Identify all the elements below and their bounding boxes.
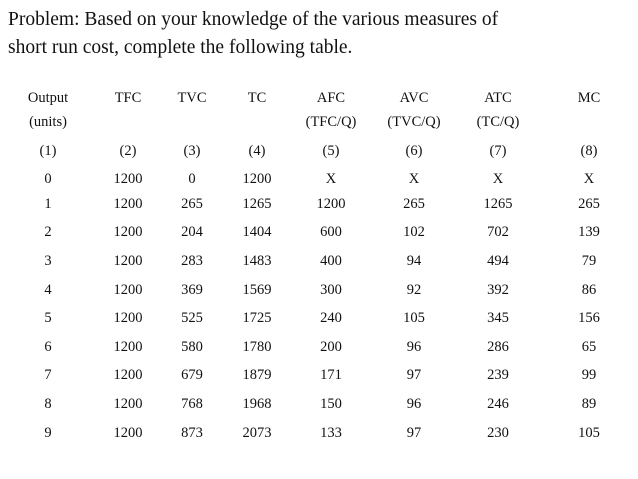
cell-tc: (4) — [248, 142, 266, 159]
table-row — [0, 247, 638, 276]
cell-mc: 86 — [581, 281, 597, 298]
cell-atc: 246 — [487, 395, 509, 412]
cell-afc: 600 — [320, 224, 342, 241]
cell-avc: 92 — [406, 281, 422, 298]
table-row — [0, 419, 638, 448]
cell-afc: AFC — [316, 89, 346, 106]
cell-avc: 94 — [406, 252, 422, 269]
cell-atc: 239 — [487, 367, 509, 384]
cell-avc: 97 — [406, 367, 422, 384]
cell-tc: 1265 — [242, 195, 272, 212]
cell-atc: 345 — [487, 310, 509, 327]
cell-tc: 1968 — [242, 395, 272, 412]
problem-line-2: short run cost, complete the following table. — [8, 37, 353, 58]
table-row — [0, 390, 638, 419]
cell-output: Output — [27, 89, 69, 106]
subheader-row — [0, 110, 638, 134]
cell-atc: 230 — [487, 424, 509, 441]
cell-output: 4 — [44, 281, 52, 298]
cell-tvc: 265 — [181, 195, 203, 212]
table-row — [0, 304, 638, 333]
cell-tc: TC — [247, 89, 267, 106]
cell-output: 5 — [44, 310, 52, 327]
cell-tvc: 873 — [181, 424, 203, 441]
cell-atc: 702 — [487, 224, 509, 241]
cell-tfc: 1200 — [113, 281, 143, 298]
table-row — [0, 168, 638, 190]
cell-mc: (8) — [580, 142, 598, 159]
cell-avc: 105 — [403, 310, 425, 327]
cell-tc — [224, 110, 290, 134]
cell-tfc: (2) — [119, 142, 137, 159]
cell-mc: 99 — [581, 367, 597, 384]
cell-tfc: 1200 — [113, 170, 143, 187]
cell-tvc: 369 — [181, 281, 203, 298]
cell-avc: 102 — [403, 224, 425, 241]
cell-tvc: 580 — [181, 338, 203, 355]
cell-afc: 240 — [320, 310, 342, 327]
cell-tfc: 1200 — [113, 338, 143, 355]
cell-tc: 1725 — [242, 310, 272, 327]
cell-avc: 96 — [406, 395, 422, 412]
cell-output: 9 — [44, 424, 52, 441]
cell-tfc: 1200 — [113, 252, 143, 269]
cell-atc: (TC/Q) — [476, 113, 520, 130]
cell-output: 2 — [44, 224, 52, 241]
column-number-row — [0, 134, 638, 168]
cell-avc: 96 — [406, 338, 422, 355]
table-row — [0, 276, 638, 305]
cell-mc: MC — [577, 89, 601, 106]
cell-atc: 494 — [487, 252, 509, 269]
cell-mc: 65 — [581, 338, 597, 355]
cell-tvc: 768 — [181, 395, 203, 412]
problem-line-1: Problem: Based on your knowledge of the various measures of — [8, 9, 499, 30]
cell-afc: (5) — [322, 142, 340, 159]
cell-avc: (TVC/Q) — [387, 113, 441, 130]
cell-tc: 1483 — [242, 252, 272, 269]
cell-tfc: 1200 — [113, 310, 143, 327]
cell-avc: (6) — [405, 142, 423, 159]
cell-tc: 1200 — [242, 170, 272, 187]
table-row — [0, 333, 638, 362]
cell-tc: 1879 — [242, 367, 272, 384]
cell-afc: X — [325, 170, 337, 187]
cell-output: 1 — [44, 195, 52, 212]
cell-afc: 150 — [320, 395, 342, 412]
cell-tvc: 283 — [181, 252, 203, 269]
table-row — [0, 190, 638, 219]
cell-output: 7 — [44, 367, 52, 384]
cell-atc: 1265 — [483, 195, 513, 212]
cell-tc: 2073 — [242, 424, 272, 441]
cell-atc: 286 — [487, 338, 509, 355]
cell-afc: (TFC/Q) — [305, 113, 357, 130]
cell-atc: ATC — [484, 89, 512, 106]
cell-tc: 1569 — [242, 281, 272, 298]
cell-atc: 392 — [487, 281, 509, 298]
cell-output: 6 — [44, 338, 52, 355]
cell-output: (1) — [39, 142, 57, 159]
cell-tfc: 1200 — [113, 367, 143, 384]
cell-output: 3 — [44, 252, 52, 269]
cell-atc: (7) — [489, 142, 507, 159]
cell-afc: 1200 — [316, 195, 346, 212]
cell-tc: 1404 — [242, 224, 272, 241]
cell-tvc — [160, 110, 224, 134]
cell-tvc: (3) — [183, 142, 201, 159]
cell-afc: 300 — [320, 281, 342, 298]
cell-afc: 200 — [320, 338, 342, 355]
header-row — [0, 86, 638, 110]
cell-afc: 133 — [320, 424, 342, 441]
cell-afc: 171 — [320, 367, 342, 384]
cell-output: (units) — [29, 113, 67, 130]
cell-avc: AVC — [399, 89, 429, 106]
cell-mc: 105 — [578, 424, 600, 441]
cost-table — [0, 86, 638, 447]
cell-tfc: TFC — [114, 89, 142, 106]
cell-mc: 79 — [581, 252, 597, 269]
cell-tvc: 204 — [181, 224, 203, 241]
table-row — [0, 219, 638, 248]
cell-mc — [540, 110, 638, 134]
cell-output: 0 — [44, 170, 52, 187]
cell-tfc: 1200 — [113, 195, 143, 212]
cell-avc: X — [408, 170, 420, 187]
cell-avc: 97 — [406, 424, 422, 441]
cell-mc: X — [583, 170, 595, 187]
cell-mc: 156 — [578, 310, 600, 327]
cell-mc: 139 — [578, 224, 600, 241]
cell-tfc: 1200 — [113, 424, 143, 441]
cell-avc: 265 — [403, 195, 425, 212]
cell-mc: 89 — [581, 395, 597, 412]
cell-tvc: 679 — [181, 367, 203, 384]
cell-afc: 400 — [320, 252, 342, 269]
cell-tvc: 0 — [188, 170, 196, 187]
cell-tc: 1780 — [242, 338, 272, 355]
cell-mc: 265 — [578, 195, 600, 212]
cell-tvc: TVC — [177, 89, 207, 106]
table-row — [0, 362, 638, 391]
cell-tfc: 1200 — [113, 224, 143, 241]
problem-statement — [8, 6, 628, 62]
cell-output: 8 — [44, 395, 52, 412]
cell-tfc — [96, 110, 160, 134]
cell-tvc: 525 — [181, 310, 203, 327]
cell-atc: X — [492, 170, 504, 187]
cell-tfc: 1200 — [113, 395, 143, 412]
